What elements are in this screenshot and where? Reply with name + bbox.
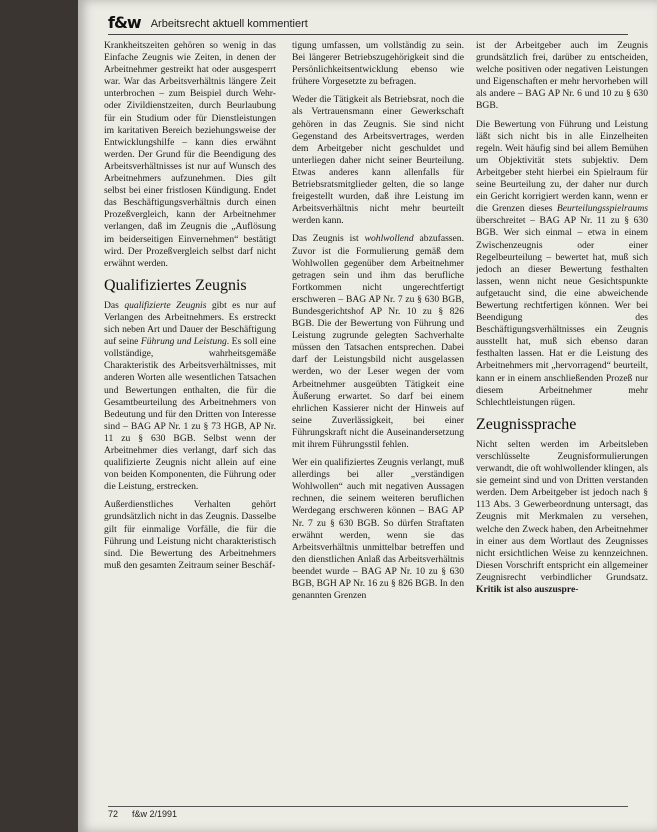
paragraph: ist der Arbeitgeber auch im Zeugnis grundsätzlich frei, darüber zu entscheiden, welche positiven oder negativen Leistungen und Eigenschaften er mehr hervorheben will als andere – BAG AP Nr. 6 und 10 zu § 630 BGB. [476,40,648,112]
page-number: 72 [108,809,119,819]
publication-info: f&w 2/1991 [132,809,178,819]
paragraph: Krankheitszeiten gehören so wenig in das Einfache Zeugnis wie Zeiten, in denen der Arbeitnehmer gestreikt hat oder ausgesperrt war. War das Arbeitsverhältnis längere Zeit unterbrochen – zum Beispiel durch Wehr- oder Zivildienstzeiten, durch Beurlaubung für ein Studium oder für Dienstleistungen im karitativen Bereich beziehungsweise der Entwicklungshilfe – kann dies erwähnt werden. Der Grund für die Beendigung des Arbeitsverhältnisses ist nur auf Wunsch des Arbeitnehmers aufzunehmen. Dies gilt selbst bei einer fristlosen Kündigung. Endet das Beschäftigungsverhältnis durch einen Prozeßvergleich, kann der Arbeitnehmer verlangen, daß im Zeugnis die „Auflösung im beiderseitigen Einvernehmen“ bestätigt wird. Der Prozeßvergleich selbst darf nicht erwähnt werden. [104,40,276,269]
paragraph: Nicht selten werden im Arbeitsleben verschlüsselte Zeugnisformulierungen verwandt, die oft wohlwollender klingen, als sie gemeint sind und von Dritten verstanden werden. Dem Arbeitgeber ist jedoch nach § 113 Abs. 3 Gewerbeordnung untersagt, das Zeugnis mit Merkmalen zu versehen, welche den Zweck haben, den Arbeitnehmer in einer aus dem Wortlaut des Zeugnisses nicht ersichtlichen Weise zu kennzeichnen. Diesen Vorschrift entspricht ein allgemeiner Zeugnisrecht verbindlicher Grundsatz. Kritik ist also auszuspre- [476,438,648,596]
paragraph: Die Bewertung von Führung und Leistung läßt sich nicht bis in alle Einzelheiten regeln. Weit häufig sind bei allem Bemühen um Objektivität stets subjektiv. Dem Arbeitgeber steht hierbei ein Spielraum für seine Beurteilung zu, der daher nur durch ein Gericht korrigiert werden kann, wenn er die Grenzen dieses Beurteilungsspielraums überschreitet – BAG AP Nr. 11 zu § 630 BGB. Wer sich einmal – etwa in einem Zwischenzeugnis oder einer Regelbeurteilung – bewertet hat, muß sich jedoch an dieser Bewertung festhalten lassen, wenn nicht neue Gesichtspunkte aufgetaucht sind, die eine abweichende Bewertung rechtfertigen können. Wer bei Beendigung des Beschäftigungsverhältnisses ein Zeugnis ausstellt hat, muß sich ebenso daran festhalten lassen. Hat er die Leistung des Arbeitnehmers mit „hervorragend“ beurteilt, kann er in einem anschließenden Prozeß nur diesem Arbeitnehmer mehr Schlechtleistungen rügen. [476,118,648,408]
column-3 [476,40,648,780]
page-header [108,8,628,35]
column-1 [104,40,276,780]
column-2 [292,40,464,780]
paragraph: Weder die Tätigkeit als Betriebsrat, noch die als Vertrauensmann einer Gewerkschaft gehören in das Zeugnis. Sie sind nicht Gegenstand des Arbeitsvertrages, werden dem Arbeitgeber nicht geschuldet und unterliegen daher nicht seiner Beurteilung. Etwas anderes kann allenfalls für Betriebsratsmitglieder gelten, die so lange freigestellt wurden, daß ihre Leistung im Arbeitsverhältnis nicht mehr beurteilt werden kann. [292,94,464,227]
paragraph: Außerdienstliches Verhalten gehört grundsätzlich nicht in das Zeugnis. Dasselbe gilt für einmalige Vorfälle, die für die Führung und Leistung nicht charakteristisch sind. Die Bewertung des Arbeitnehmers muß den gesamten Zeitraum seiner Beschäf- [104,499,276,571]
section-heading: Zeugnissprache [476,415,577,433]
section-heading: Qualifiziertes Zeugnis [104,276,247,294]
paragraph: Das Zeugnis ist wohlwollend abzufassen. Zuvor ist die Formulierung gemäß dem Wohlwollen gegenüber dem Arbeitnehmer getragen sein und ihm das berufliche Fortkommen nicht ungerechtfertigt erschweren – BAG AP Nr. 7 zu § 630 BGB, Bundesgerichtshof AP Nr. 10 zu § 826 BGB. Die der Bewertung von Führung und Leistung zugrunde gelegten Sachverhalte müssen den Tatsachen entsprechen. Dabei darf der Leistungsbild nicht ausgelassen werden, wo der Leser wegen der vom Arbeitnehmer ausgeübten Tätigkeit eine Äußerung erwartet. So darf bei einem ehrlichen Kassierer nicht der Hinweis auf seine Zuverlässigkeit, bei einer Führungskraft nicht die Auseinandersetzung mit ihrem Führungsstil fehlen. [292,233,464,450]
paragraph: Das qualifizierte Zeugnis gibt es nur auf Verlangen des Arbeitnehmers. Es erstreckt sich neben Art und Dauer der Beschäftigung auf seine Führung und Leistung. Es soll eine vollständige, wahrheitsgemäße Charakteristik des Arbeitsverhältnisses, mit anderen Worten alle wesentlichen Tatsachen und Bewertungen enthalten, die für die Gesamtbeurteilung des Arbeitnehmers von Bedeutung und für den Dritten von Interesse sind – BAG AP Nr. 1 zu § 73 HGB, AP Nr. 11 zu § 630 BGB. Selbst wenn der Arbeitnehmer dies verlangt, darf sich das qualifizierte Zeugnis nicht allein auf eine von beiden Komponenten, die Führung oder die Leistung, erstrecken. [104,299,276,493]
magazine-logo: f&w [108,13,141,32]
running-title: Arbeitsrecht aktuell kommentiert [150,18,308,30]
paragraph: tigung umfassen, um vollständig zu sein. Bei längerer Betriebszugehörigkeit sind die Persönlichkeitsentwicklung ebenso wie frühere Vorgesetzte zu befragen. [292,40,464,88]
paragraph: Wer ein qualifiziertes Zeugnis verlangt, muß allerdings bei aller „verständigen Wohlwollen“ auch mit negativen Aussagen rechnen, die seinem weiteren beruflichen Werdegang erschweren können – BAG AP Nr. 7 zu § 630 BGB. So dürfen Straftaten erwähnt werden, wenn sie das Arbeitsverhältnis unmittelbar betreffen und den dienstlichen Anlaß das Arbeitsverhältnis beendet wurde – BAG AP Nr. 10 zu § 630 BGB, BGH AP Nr. 16 zu § 826 BGB. In den genannten Grenzen [292,457,464,602]
document-page [78,0,657,832]
page-footer [108,806,628,821]
